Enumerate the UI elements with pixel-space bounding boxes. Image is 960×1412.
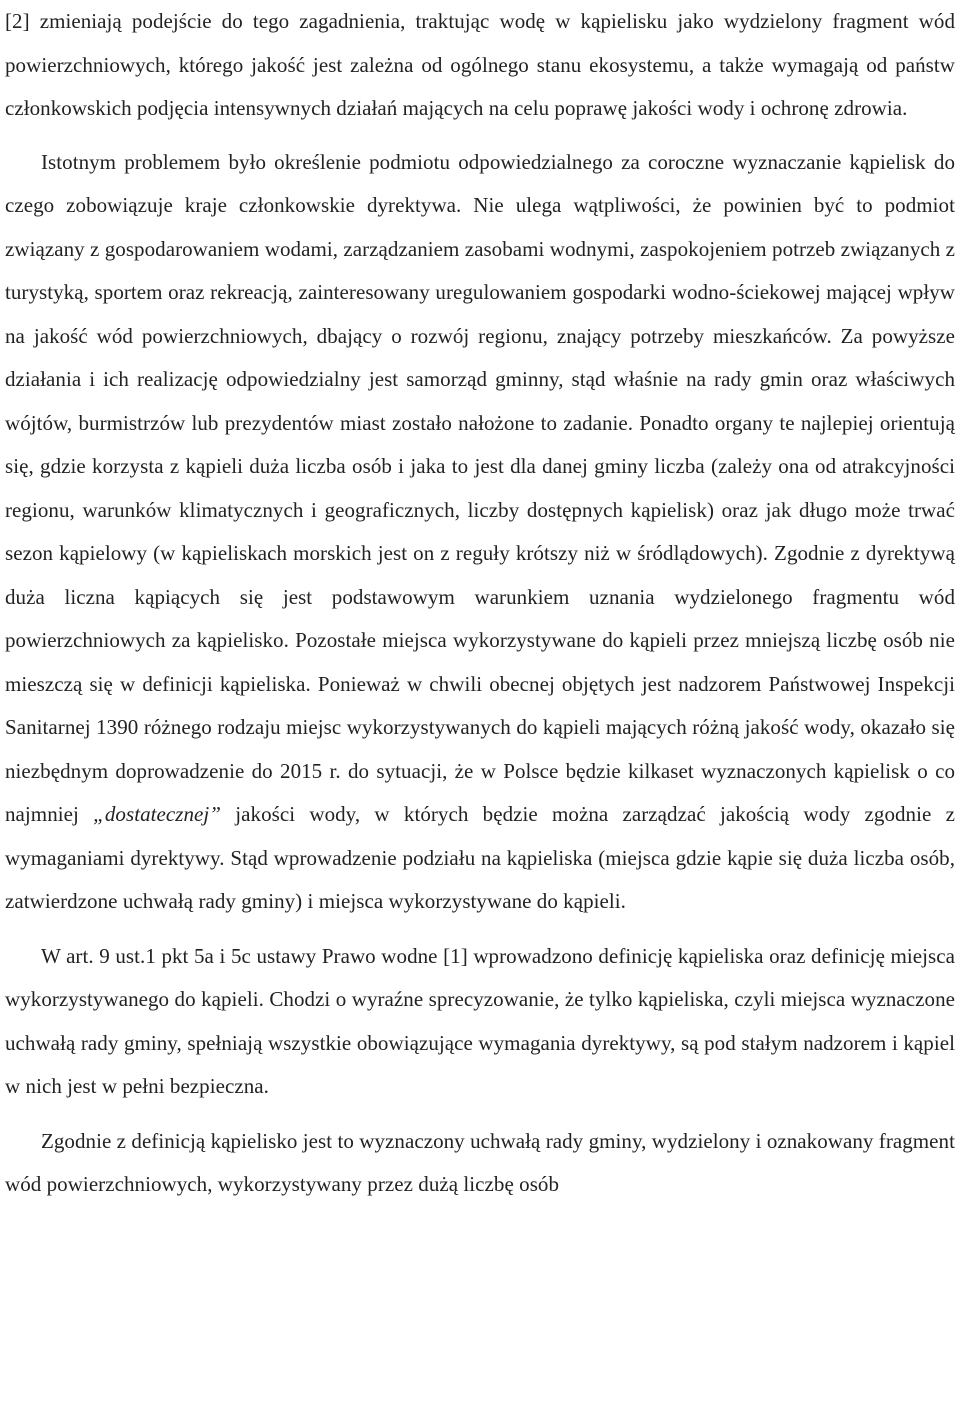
paragraph-4: Zgodnie z definicją kąpielisko jest to wyznaczony uchwałą rady gminy, wydzielony i oznakowany fragment wód powierzchniowych, wykorzystywany przez dużą liczbę osób xyxy=(5,1128,955,1196)
paragraph-2-emphasis: „dostatecznej” xyxy=(93,802,222,826)
paragraph-3: W art. 9 ust.1 pkt 5a i 5c ustawy Prawo wodne [1] wprowadzono definicję kąpieliska oraz definicję miejsca wykorzystywanego do kąpieli. Chodzi o wyraźne sprecyzowanie, że tylko kąpieliska, czyli miejsca wyznaczone uchwałą rady gminy, spełniają wszystkie obowiązujące wymagania dyrektywy, są pod stałym nadzorem i kąpiel w nich jest w pełni bezpieczna. xyxy=(5,943,955,1098)
document-page xyxy=(5,0,955,1207)
paragraph-2 xyxy=(5,141,955,924)
paragraph-2-text-before: Istotnym problemem było określenie podmiotu odpowiedzialnego za coroczne wyznaczanie kąpielisk do czego zobowiązuje kraje członkowskie dyrektywa. Nie ulega wątpliwości, że powinien być to podmiot związany z gospodarowaniem wodami, zarządzaniem zasobami wodnymi, zaspokojeniem potrzeb związanych z turystyką, sportem oraz rekreacją, zainteresowany uregulowaniem gospodarki wodno-ściekowej mającej wpływ na jakość wód powierzchniowych, dbający o rozwój regionu, znający potrzeby mieszkańców. Za powyższe działania i ich realizację odpowiedzialny jest samorząd gminny, stąd właśnie na rady gmin oraz właściwych wójtów, burmistrzów lub prezydentów miast zostało nałożone to zadanie. Ponadto organy te najlepiej orientują się, gdzie korzysta z kąpieli duża liczba osób i jaka to jest dla danej gminy liczba (zależy ona od atrakcyjności regionu, warunków klimatycznych i geograficznych, liczby dostępnych kąpielisk) oraz jak długo może trwać sezon kąpielowy (w kąpieliskach morskich jest on z reguły krótszy niż w śródlądowych). Zgodnie z dyrektywą duża liczna kąpiących się jest podstawowym warunkiem uznania wydzielonego fragmentu wód powierzchniowych za kąpielisko. Pozostałe miejsca wykorzystywane do kąpieli przez mniejszą liczbę osób nie mieszczą się w definicji kąpieliska. Ponieważ w chwili obecnej objętych jest nadzorem Państwowej Inspekcji Sanitarnej 1390 różnego rodzaju miejsc wykorzystywanych do kąpieli mających różną jakość wody, okazało się niezbędnym doprowadzenie do 2015 r. do sytuacji, że w Polsce będzie kilkaset wyznaczonych kąpielisk o co najmniej xyxy=(5,149,955,826)
paragraph-1: [2] zmieniają podejście do tego zagadnienia, traktując wodę w kąpielisku jako wydzielony fragment wód powierzchniowych, którego jakość jest zależna od ogólnego stanu ekosystemu, a także wymagają od państw członkowskich podjęcia intensywnych działań mających na celu poprawę jakości wody i ochronę zdrowia. xyxy=(5,9,955,120)
paragraph-2-text-after: jakości wody, w których będzie można zarządzać jakością wody zgodnie z wymaganiami dyrektywy. Stąd wprowadzenie podziału na kąpieliska (miejsca gdzie kąpie się duża liczba osób, zatwierdzone uchwałą rady gminy) i miejsca wykorzystywane do kąpieli. xyxy=(5,802,955,913)
